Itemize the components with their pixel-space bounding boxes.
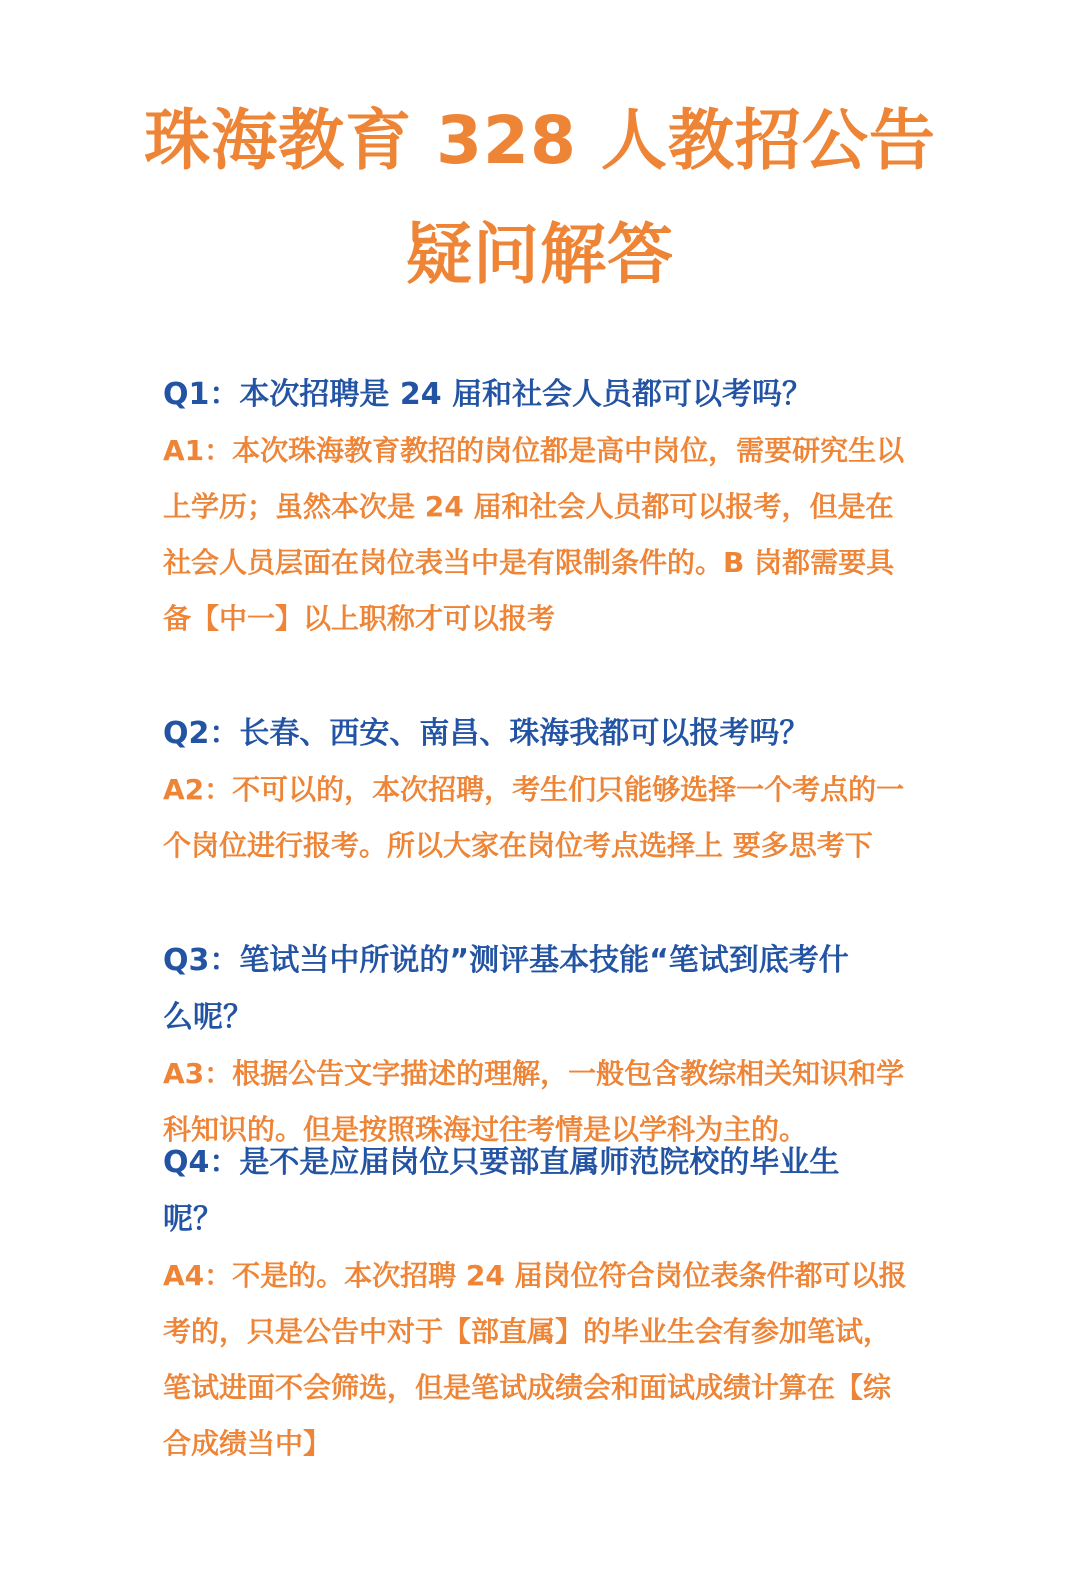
answer-line: 备【中一】以上职称才可以报考 [163,602,556,635]
answer-line: 合成绩当中】 [163,1427,332,1460]
qa-item-3 [163,932,921,1158]
question-line: 么呢？ [163,1000,253,1035]
answer-line: 上学历；虽然本次是 24 届和社会人员都可以报考，但是在 [163,490,894,523]
answer-line: 笔试进面不会筛选，但是笔试成绩会和面试成绩计算在【综 [163,1371,892,1404]
question-4 [163,1134,921,1248]
question-line: Q1：本次招聘是 24 届和社会人员都可以考吗？ [163,377,813,412]
answer-2 [163,762,921,874]
page-title-line-2: 疑问解答 [406,216,674,293]
answer-line: A3：根据公告文字描述的理解，一般包含教综相关知识和学 [163,1057,905,1090]
answer-line: A1：本次珠海教育教招的岗位都是高中岗位，需要研究生以 [163,434,905,467]
answer-line: 社会人员层面在岗位表当中是有限制条件的。B 岗都需要具 [163,546,895,579]
question-3 [163,932,921,1046]
question-2 [163,705,921,762]
answer-1 [163,423,921,647]
answer-4 [163,1248,921,1472]
question-line: Q3：笔试当中所说的”测评基本技能“笔试到底考什 [163,943,849,978]
answer-line: 科知识的。但是按照珠海过往考情是以学科为主的。 [163,1113,808,1146]
answer-line: A2：不可以的，本次招聘，考生们只能够选择一个考点的一 [163,773,905,806]
question-line: Q2：长春、西安、南昌、珠海我都可以报考吗？ [163,716,810,751]
answer-line: A4：不是的。本次招聘 24 届岗位符合岗位表条件都可以报 [163,1259,907,1292]
qa-item-4 [163,1134,921,1472]
answer-line: 个岗位进行报考。所以大家在岗位考点选择上 要多思考下 [163,829,873,862]
question-line: Q4：是不是应届岗位只要部直属师范院校的毕业生 [163,1145,840,1180]
answer-line: 考的，只是公告中对于【部直属】的毕业生会有参加笔试， [163,1315,892,1348]
qa-item-1 [163,366,921,647]
question-line: 呢？ [163,1202,223,1237]
qa-item-2 [163,705,921,874]
question-1 [163,366,921,423]
page-title-line-1: 珠海教育 328 人教招公告 [144,102,936,179]
